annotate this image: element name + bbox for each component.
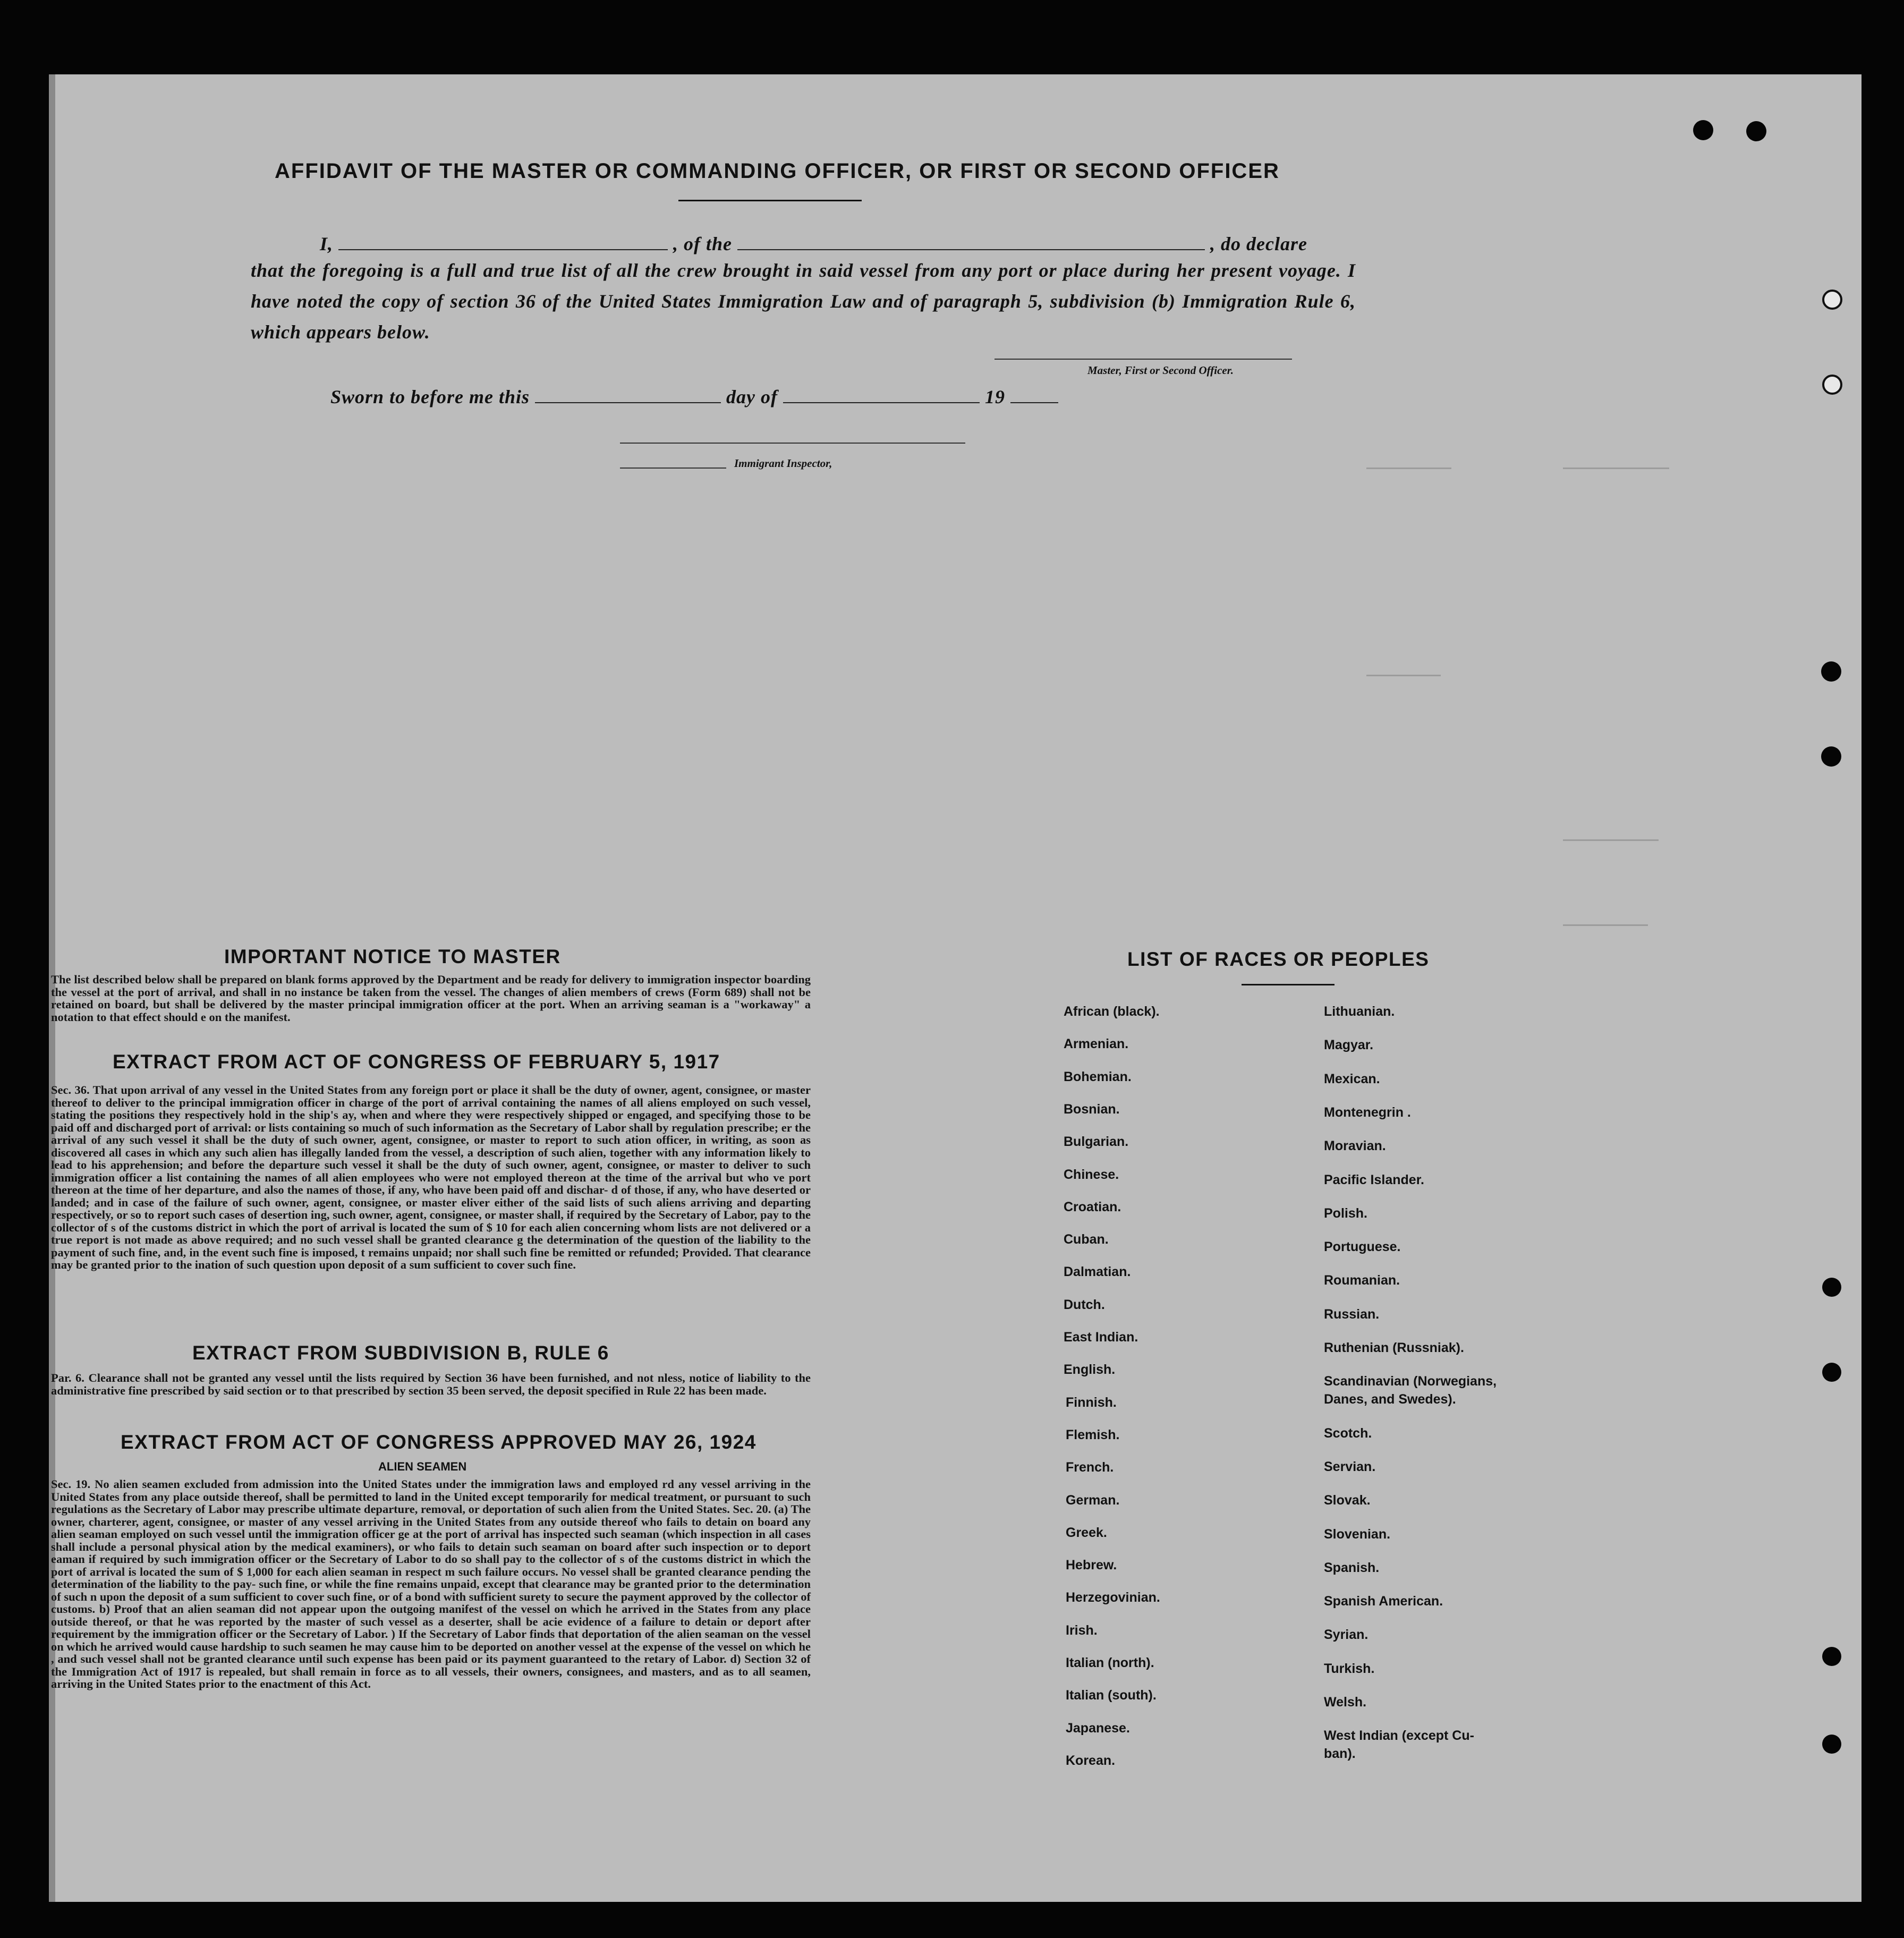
- declarant-prefix: I,: [320, 233, 334, 254]
- race-item: Slovenian.: [1324, 1526, 1391, 1542]
- extract-1917-title: EXTRACT FROM ACT OF CONGRESS OF FEBRUARY 5, 1917: [113, 1051, 720, 1073]
- race-item: Pacific Islander.: [1324, 1172, 1424, 1187]
- race-item: Russian.: [1324, 1306, 1380, 1322]
- sworn-month-blank[interactable]: [783, 386, 980, 403]
- race-item: Roumanian.: [1324, 1273, 1400, 1288]
- sworn-day-blank[interactable]: [535, 386, 721, 403]
- race-item: Magyar.: [1324, 1038, 1374, 1053]
- race-item: Dalmatian.: [1064, 1264, 1131, 1280]
- race-item: Scandinavian (Norwegians,: [1324, 1374, 1497, 1389]
- sworn-prefix: Sworn to before me this: [330, 386, 530, 407]
- extract-1917-text: Sec. 36. That upon arrival of any vessel in the United States from any foreign port or place it shall be the duty of owner, agent, consignee, or master thereof to deliver to the principal immigration officer in charge of the port of arrival containing the names of all aliens employed on such vessel, stating the positions they respectively hold in the ship's ay, when and where they were respectively shipped or engaged, and specifying those to be paid off and discharged port of arrival: or lists containing so much of such information as the Secretary of Labor shall by regulation prescribe; er the arrival of any such vessel it shall be the duty of such owner, agent, consignee, or master to report to such ation officer, in writing, as soon as discovered all cases in which any such alien has illegally landed from the vessel, a description of such alien, together with any information likely to lead to his apprehension; and before the departure such vessel it shall be the duty of such owner, agent, consignee, or master to deliver to such immigration officer a list containing the names of all alien employees who were not employed thereon at the time of the arrival but who ve port thereon at the time of her departure, and also the names of those, if any, who have been paid off and dischar- d of those, if any, who have deserted or landed; and in case of the failure of such owner, agent, consignee, or master eliver either of the said lists of such aliens arriving and departing respectively, or so to report such cases of desertion ing, such owner, agent, consignee, or master shall, if required by the Secretary of Labor, pay to the collector of s of the customs district in which the port of arrival is located the sum of $ 10 for each alien concerning whom lists are not delivered or a true report is not made as above required; and no such vessel shall be granted clearance g the determination of the question of the liability to the payment of such fine, and, in the event such fine is imposed, t remains unpaid; nor shall such fine be remitted or refunded; Provided. That clearance may be granted prior to the ination of such question upon deposit of a sum sufficient to cover such fine.: [51, 1083, 811, 1271]
- races-title: LIST OF RACES OR PEOPLES: [1127, 948, 1430, 970]
- race-item: Armenian.: [1064, 1036, 1129, 1052]
- race-item: Greek.: [1066, 1525, 1107, 1540]
- subdivision-b-text: Par. 6. Clearance shall not be granted any vessel until the lists required by Section 36 have been furnished, and not nless, notice of liability to the administrative fine prescribed by said section or to that prescribed by section 35 been served, the deposit specified in Rule 22 has been made.: [51, 1371, 811, 1397]
- race-item: Danes, and Swedes).: [1324, 1392, 1456, 1407]
- race-item: Welsh.: [1324, 1695, 1367, 1710]
- race-item: Bosnian.: [1064, 1101, 1120, 1117]
- notice-title: IMPORTANT NOTICE TO MASTER: [224, 946, 561, 967]
- race-item: Slovak.: [1324, 1493, 1371, 1508]
- race-item: West Indian (except Cu-: [1324, 1728, 1474, 1744]
- sworn-line: [330, 381, 1058, 412]
- inspector-label: Immigrant Inspector,: [734, 457, 832, 470]
- race-item: Finnish.: [1066, 1395, 1117, 1410]
- sworn-year-blank[interactable]: [1010, 386, 1058, 403]
- declare-suffix: , do declare: [1210, 233, 1307, 254]
- document-sheet: [49, 74, 1862, 1902]
- binder-hole: [1821, 661, 1841, 682]
- race-item: Bohemian.: [1064, 1069, 1132, 1084]
- inspector-underline: [620, 468, 726, 469]
- race-item: Japanese.: [1066, 1720, 1130, 1736]
- binder-hole: [1822, 1735, 1841, 1754]
- race-item: Turkish.: [1324, 1661, 1375, 1676]
- signature-label: Master, First or Second Officer.: [1087, 364, 1234, 377]
- race-item: ban).: [1324, 1746, 1356, 1762]
- race-item: Montenegrin .: [1324, 1104, 1411, 1120]
- race-item: Cuban.: [1064, 1232, 1109, 1247]
- binder-hole: [1822, 1278, 1841, 1297]
- race-item: Flemish.: [1066, 1427, 1120, 1442]
- race-item: Mexican.: [1324, 1071, 1380, 1086]
- sworn-dayof: day of: [726, 386, 778, 407]
- race-item: English.: [1064, 1362, 1116, 1378]
- race-item: Lithuanian.: [1324, 1004, 1395, 1019]
- sworn-year: 19: [985, 386, 1006, 407]
- race-item: Herzegovinian.: [1066, 1590, 1160, 1605]
- race-item: Dutch.: [1064, 1297, 1105, 1312]
- title-rule: [678, 200, 862, 201]
- binder-hole: [1746, 121, 1766, 141]
- binder-hole: [1822, 1363, 1841, 1382]
- notice-text: The list described below shall be prepared on blank forms approved by the Department and be ready for delivery to immigration inspector boarding the vessel at the port of arrival, and shall in no instance be taken from the vessel. The changes of alien members of crews (Form 689) shall not be retained on board, but shall be delivered by the master principal immigration officer at the port. When an arriving seaman is a "workaway" a notation to that effect should e on the manifest.: [51, 973, 811, 1024]
- race-item: Polish.: [1324, 1205, 1367, 1221]
- race-item: Korean.: [1066, 1753, 1116, 1768]
- race-item: Spanish.: [1324, 1560, 1380, 1575]
- binder-hole: [1822, 375, 1842, 395]
- race-item: Ruthenian (Russniak).: [1324, 1340, 1464, 1355]
- vessel-prefix: , of the: [673, 233, 733, 254]
- binder-hole: [1822, 1647, 1841, 1666]
- extract-1924-text: Sec. 19. No alien seamen excluded from admission into the United States under the immigration laws and employed rd any vessel arriving in the United States from any place outside thereof, shall be permitted to land in the United except temporarily for medical treatment, or pursuant to such regulations as the Secretary of Labor may prescribe ultimate departure, removal, or deportation of such alien from the United States. Sec. 20. (a) The owner, charterer, agent, consignee, or master of any vessel arriving in the United States from any outside thereof who fails to detain on board any alien seaman employed on such vessel until the immigration officer ge at the port of arrival has inspected such seaman (which inspection in all cases shall include a personal physical ation by the medical examiners), or who fails to detain such seaman on board after such inspection or to deport eaman if required by such immigration officer or the Secretary of Labor to do so shall pay to the collector of s of the customs district in which the port of arrival is located the sum of $ 1,000 for each alien seaman in respect m such failure occurs. No vessel shall be granted clearance pending the determination of the liability to the pay- such fine, or while the fine remains unpaid, except that clearance may be granted prior to the determination of such n upon the deposit of a sum sufficient to cover such fine, or of a bond with sufficient surety to secure the payment approved by the collector of customs. b) Proof that an alien seaman did not appear upon the outgoing manifest of the vessel on which he arrived in the States from any place outside thereof, or that he was reported by the master of such vessel as a deserter, shall be acie evidence of a failure to detain or deport after requirement by the immigration officer or the Secretary of Labor. ) If the Secretary of Labor finds that deportation of the alien seaman on the vessel on which he arrived would cause hardship to such seamen he may cause him to be deported on another vessel at the expense of the vessel on which he , and such vessel shall not be granted clearance until such expense has been paid or its payment guaranteed to the retary of Labor. d) Section 32 of the Immigration Act of 1917 is repealed, but shall remain in force as to all vessels, their owners, consignees, and masters, and as to all seamen, arriving in the United States prior to the enactment of this Act.: [51, 1477, 811, 1690]
- race-item: Hebrew.: [1066, 1558, 1117, 1573]
- signature-line[interactable]: [994, 359, 1292, 360]
- race-item: Spanish American.: [1324, 1594, 1443, 1609]
- race-item: Moravian.: [1324, 1138, 1386, 1154]
- race-item: Italian (south).: [1066, 1688, 1157, 1703]
- inspector-signature-line[interactable]: [620, 443, 965, 444]
- extract-1924-title: EXTRACT FROM ACT OF CONGRESS APPROVED MAY 26, 1924: [121, 1431, 756, 1453]
- vessel-name-blank[interactable]: [737, 233, 1205, 250]
- race-item: Italian (north).: [1066, 1655, 1154, 1670]
- race-item: Chinese.: [1064, 1167, 1119, 1182]
- race-item: Portuguese.: [1324, 1239, 1401, 1255]
- race-item: African (black).: [1064, 1004, 1160, 1019]
- binder-hole: [1821, 746, 1841, 767]
- race-item: Servian.: [1324, 1459, 1376, 1474]
- extract-1924-subtitle: ALIEN SEAMEN: [378, 1460, 467, 1473]
- subdivision-b-title: EXTRACT FROM SUBDIVISION B, RULE 6: [192, 1342, 609, 1364]
- race-item: German.: [1066, 1492, 1120, 1508]
- race-item: Syrian.: [1324, 1627, 1368, 1643]
- affidavit-title: AFFIDAVIT OF THE MASTER OR COMMANDING OFFICER, OR FIRST OR SECOND OFFICER: [275, 159, 1280, 183]
- races-title-rule: [1242, 984, 1334, 985]
- race-item: French.: [1066, 1460, 1114, 1475]
- declarant-name-blank[interactable]: [338, 233, 668, 250]
- race-item: Irish.: [1066, 1622, 1098, 1638]
- affidavit-body: that the foregoing is a full and true list of all the crew brought in said vessel from any port or place during her present voyage. I have noted the copy of section 36 of the United States Immigration Law and of paragraph 5, subdivision (b) Immigration Rule 6, which appears below.: [251, 260, 1356, 343]
- race-item: East Indian.: [1064, 1330, 1138, 1345]
- race-item: Bulgarian.: [1064, 1134, 1129, 1150]
- binder-hole: [1822, 290, 1842, 310]
- race-item: Scotch.: [1324, 1425, 1372, 1441]
- binder-hole: [1693, 120, 1713, 140]
- race-item: Croatian.: [1064, 1199, 1121, 1214]
